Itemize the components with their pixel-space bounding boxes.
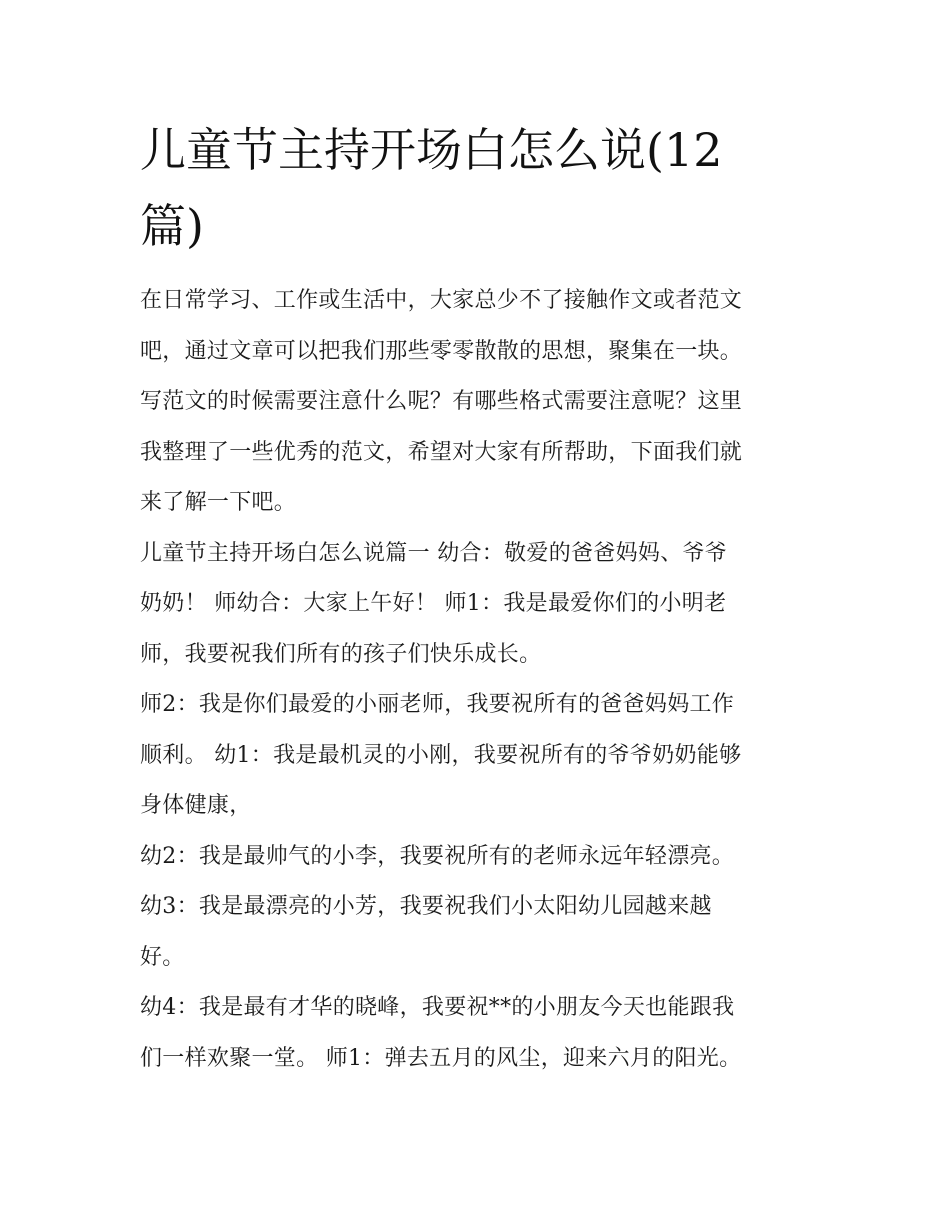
text-line: 写范文的时候需要注意什么呢？有哪些格式需要注意呢？这里 xyxy=(140,389,743,414)
title-line: 儿童节主持开场白怎么说(12 xyxy=(140,123,723,177)
child-two-paragraph xyxy=(140,832,820,883)
text-line: 吧，通过文章可以把我们那些零零散散的思想，聚集在一块。 xyxy=(140,338,743,364)
text-line: 幼3：我是最漂亮的小芳，我要祝我们小太阳幼儿园越来越 xyxy=(140,894,712,919)
teacher-two-paragraph xyxy=(140,680,820,832)
text-line: 幼4：我是最有才华的晓峰，我要祝**的小朋友今天也能跟我 xyxy=(140,995,735,1020)
text-line: 身体健康， xyxy=(140,793,252,818)
text-line: 幼2：我是最帅气的小李，我要祝所有的老师永远年轻漂亮。 xyxy=(140,843,735,869)
child-four-paragraph xyxy=(140,983,820,1084)
intro-paragraph xyxy=(140,276,820,529)
text-line: 师，我要祝我们所有的孩子们快乐成长。 xyxy=(140,641,542,667)
text-line: 我整理了一些优秀的范文，希望对大家有所帮助，下面我们就 xyxy=(140,439,743,465)
text-line: 师2：我是你们最爱的小丽老师，我要祝所有的爸爸妈妈工作 xyxy=(140,692,735,717)
text-line: 奶奶！ 师幼合：大家上午好！ 师1：我是最爱你们的小明老 xyxy=(140,591,727,616)
text-line: 在日常学习、工作或生活中，大家总少不了接触作文或者范文 xyxy=(140,288,743,313)
title-line: 篇) xyxy=(140,199,204,253)
child-three-paragraph xyxy=(140,882,820,983)
text-line: 好。 xyxy=(140,944,185,970)
document-body xyxy=(140,276,820,1084)
text-line: 们一样欢聚一堂。 师1：弹去五月的风尘，迎来六月的阳光。 xyxy=(140,1045,742,1071)
text-line: 顺利。 幼1：我是最机灵的小刚，我要祝所有的爷爷奶奶能够 xyxy=(140,742,742,768)
text-line: 儿童节主持开场白怎么说篇一 幼合：敬爱的爸爸妈妈、爷爷 xyxy=(140,540,728,566)
section-one-paragraph xyxy=(140,529,820,681)
text-line: 来了解一下吧。 xyxy=(140,490,297,515)
document-title xyxy=(140,112,820,264)
